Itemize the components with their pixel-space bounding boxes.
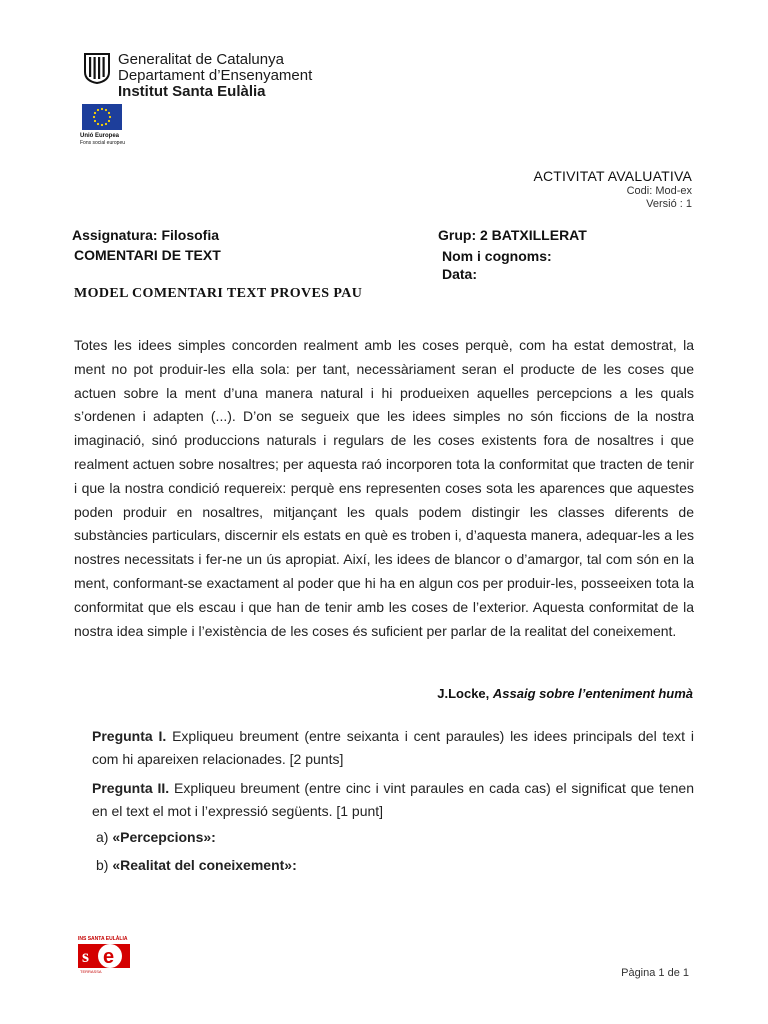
activity-title: ACTIVITAT AVALUATIVA bbox=[533, 168, 692, 184]
svg-text:e: e bbox=[103, 946, 115, 968]
gencat-line-2: Departament d’Ensenyament bbox=[118, 67, 313, 84]
school-footer-city: TERRASSA bbox=[80, 969, 102, 974]
item-b-term: «Realitat del coneixement»: bbox=[112, 857, 297, 873]
source-work: Assaig sobre l’enteniment humà bbox=[492, 686, 693, 701]
school-footer-name: INS SANTA EULÀLIA bbox=[78, 936, 128, 942]
page-number: Pàgina 1 de 1 bbox=[621, 967, 689, 979]
gencat-line-1: Generalitat de Catalunya bbox=[118, 51, 284, 68]
question-2-item-b bbox=[96, 857, 297, 873]
school-footer-logo bbox=[78, 936, 134, 976]
model-title: MODEL COMENTARI TEXT PROVES PAU bbox=[74, 286, 363, 301]
source-author: J.Locke, bbox=[437, 686, 493, 701]
question-1-text: Expliqueu breument (entre seixanta i cent paraules) les idees principals del text i com hi apareixen relacionades. [2 punts] bbox=[92, 728, 694, 767]
eu-label: Unió Europea bbox=[80, 133, 120, 139]
text-body: Totes les idees simples concorden realment amb les coses perquè, com ha estat demostrat, la ment no pot produir-les ella sola: per tant, necessàriament seran el producte de les coses que actuen sobre la ment d’una manera natural i hi produeixen aquelles percepcions a les quals s’ordenen i adapten (...). D’on se segueix que les idees simples no són ficcions de la nostra imaginació, sinó produccions naturals i regulars de les coses existents fora de nosaltres i que realment actuen sobre nosaltres; per aquesta raó incorporen tota la conformitat que tracten de tenir i que la nostra condició requereix: perquè ens representen coses sota les aparences que aquestes poden produir en nosaltres, mitjançant les quals podem distingir les classes diferents de substàncies particulars, discernir els estats en què es troben i, d’aquesta manera, adequar-les a les nostres necessitats i fer-ne un ús apropiat. Així, les idees de blancor o d’amargor, tal com són en la ment, conformant-se exactament al poder que hi ha en algun cos per produir-les, posseeixen tota la conformitat que els escau i que han de tenir amb les coses de l’exterior. Aquesta conformitat de la nostra idea simple i l’existència de les coses és suficient per parlar de la realitat del coneixement. bbox=[74, 337, 694, 639]
question-2-item-a bbox=[96, 829, 216, 845]
institute-name: Institut Santa Eulàlia bbox=[118, 83, 266, 100]
question-1 bbox=[92, 725, 694, 771]
item-b-prefix: b) bbox=[96, 857, 113, 873]
eu-logo bbox=[80, 104, 150, 150]
exercise-type: COMENTARI DE TEXT bbox=[74, 247, 221, 263]
item-a-prefix: a) bbox=[96, 829, 113, 845]
question-2 bbox=[92, 777, 694, 823]
activity-version: Versió : 1 bbox=[646, 198, 692, 210]
text-source bbox=[437, 686, 693, 701]
gencat-emblem-icon bbox=[82, 52, 112, 84]
eu-sublabel: Fons social europeu bbox=[80, 140, 126, 146]
gencat-logo bbox=[82, 52, 342, 104]
name-field-label: Nom i cognoms: bbox=[442, 248, 552, 264]
group-label: Grup: 2 BATXILLERAT bbox=[438, 227, 587, 243]
question-2-label: Pregunta II. bbox=[92, 780, 170, 796]
eu-flag-icon bbox=[82, 104, 122, 130]
question-2-text: Expliqueu breument (entre cinc i vint paraules en cada cas) el significat que tenen en el text el mot i l’expressió següents. [1 punt] bbox=[92, 780, 695, 819]
svg-text:s: s bbox=[82, 946, 90, 966]
subject-label: Assignatura: Filosofia bbox=[72, 227, 220, 243]
activity-code: Codi: Mod-ex bbox=[626, 185, 692, 197]
item-a-term: «Percepcions»: bbox=[112, 829, 216, 845]
question-1-label: Pregunta I. bbox=[92, 728, 167, 744]
date-field-label: Data: bbox=[442, 266, 478, 282]
